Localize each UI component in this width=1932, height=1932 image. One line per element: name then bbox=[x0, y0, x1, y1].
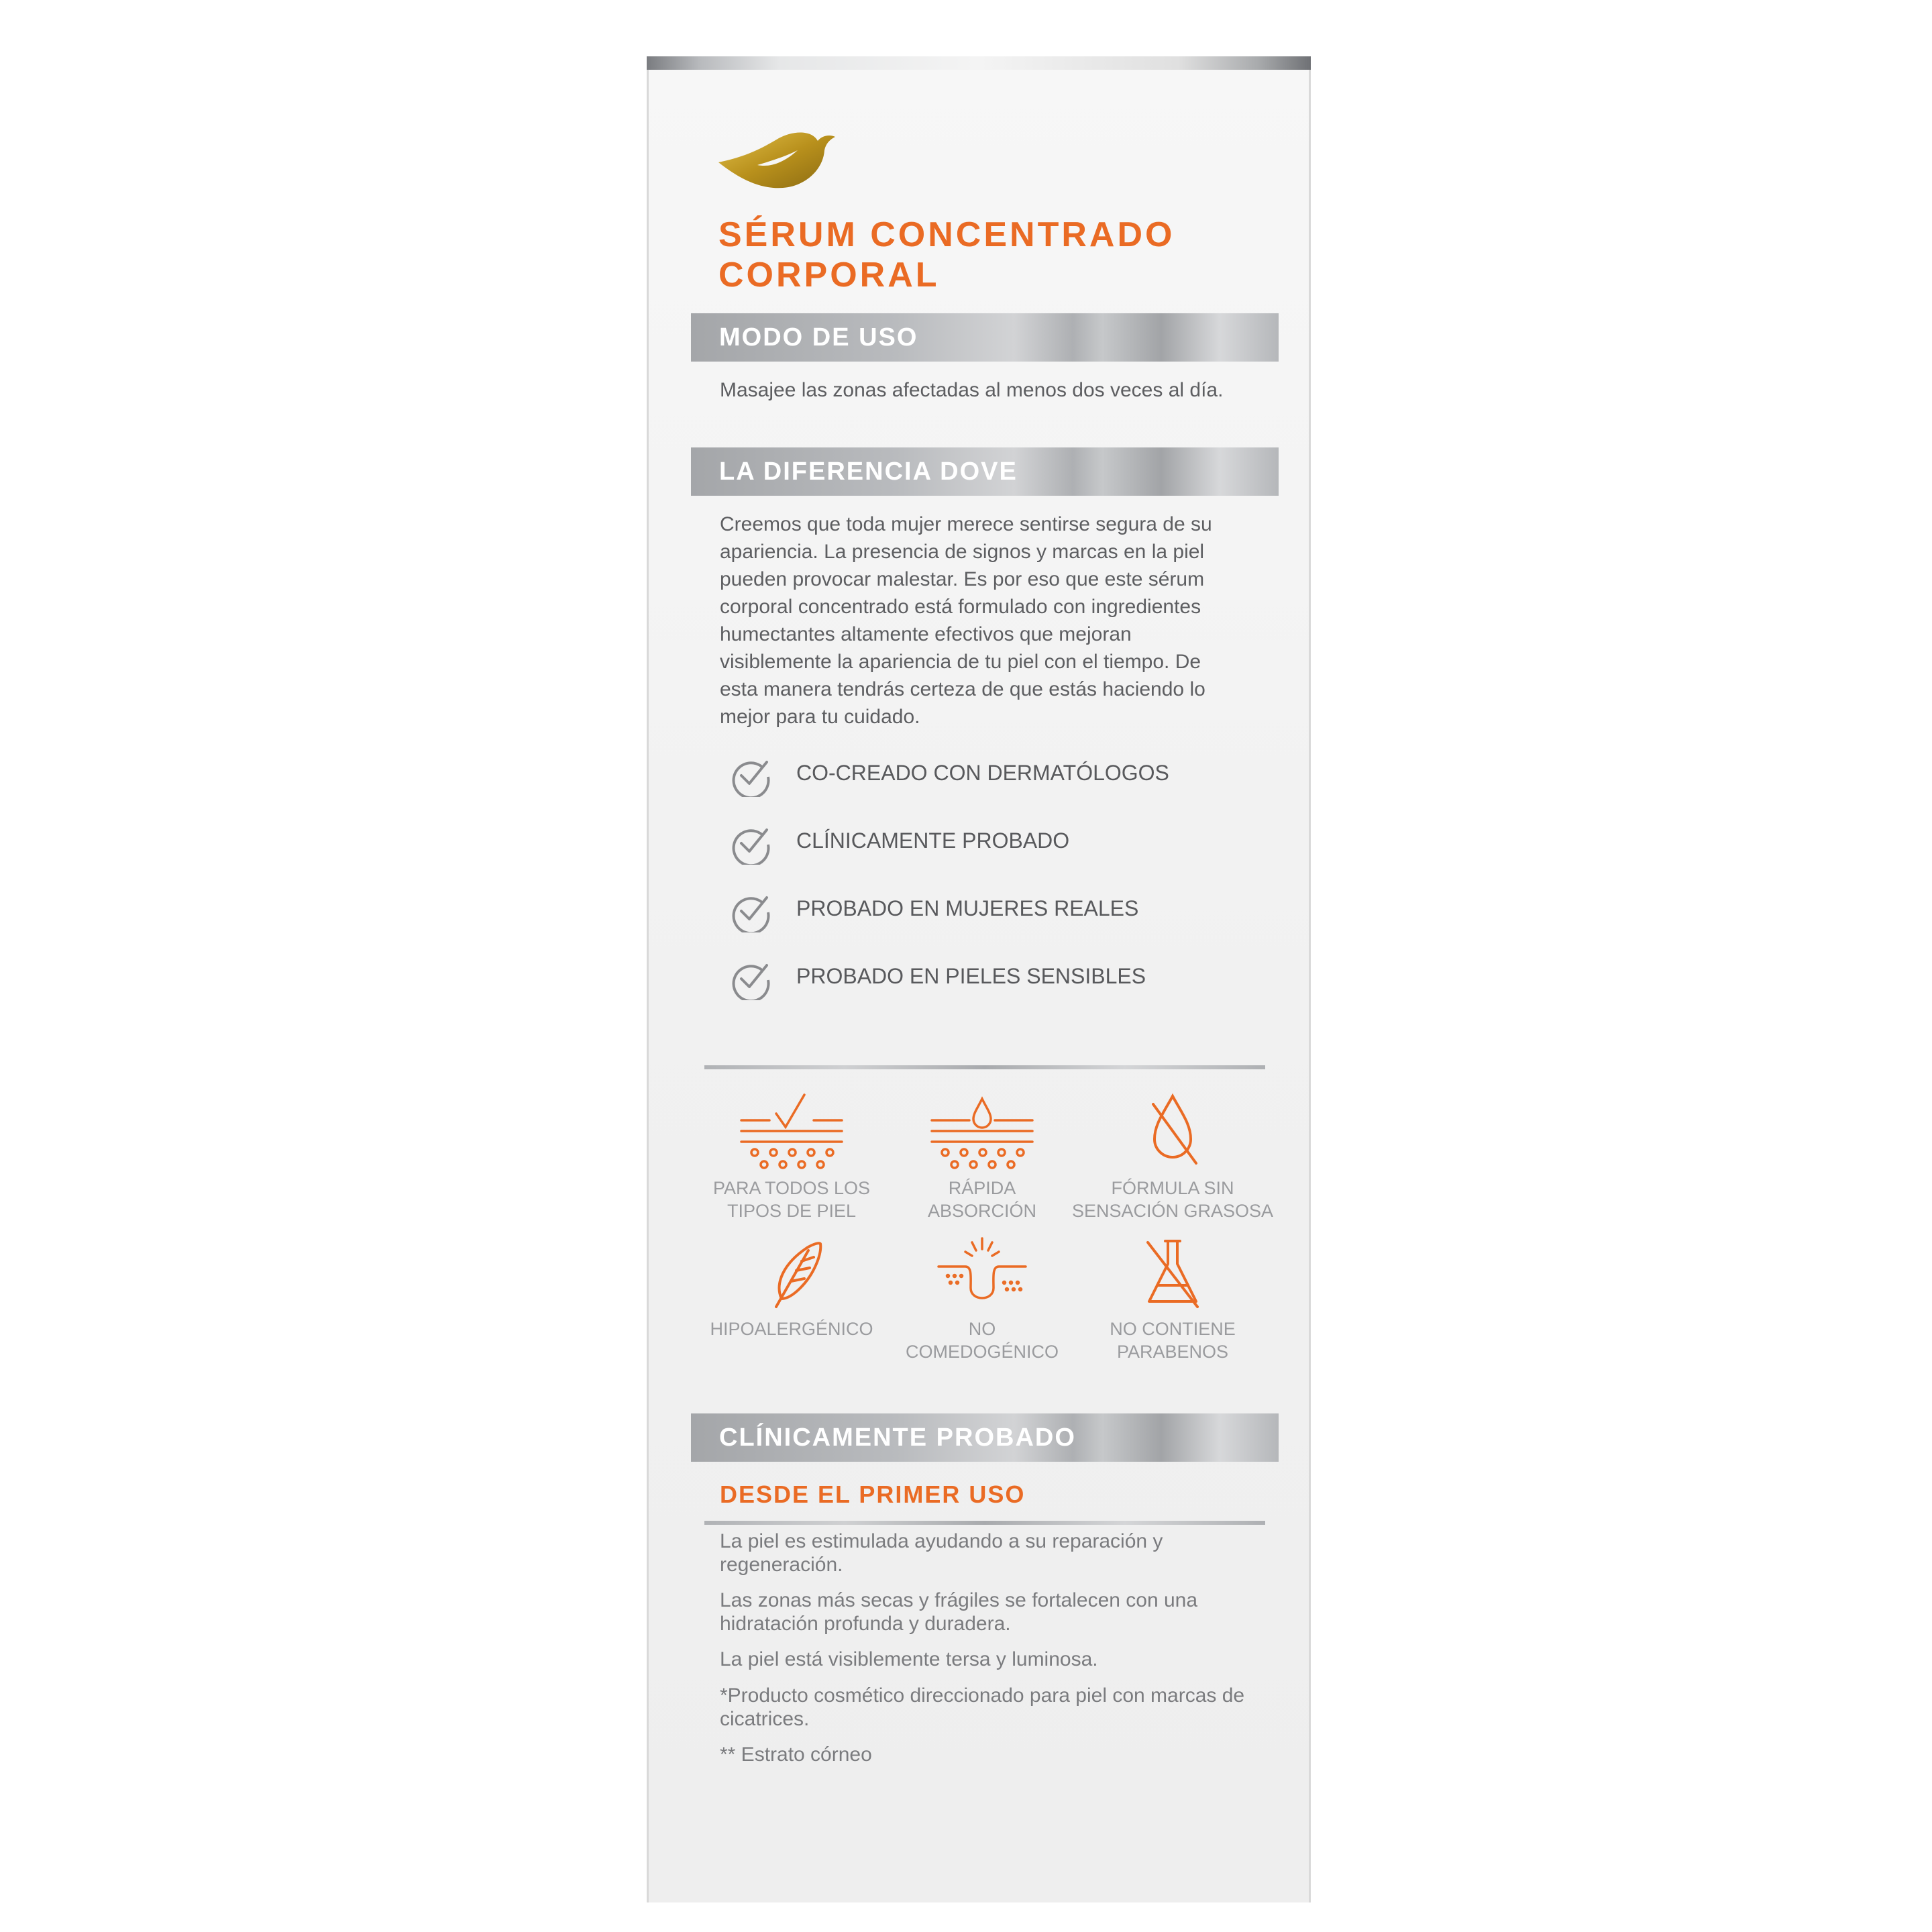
product-title-line1: SÉRUM CONCENTRADO bbox=[718, 215, 1175, 254]
feature-label-line1: NO CONTIENE bbox=[1110, 1319, 1236, 1339]
clinical-heading: CLÍNICAMENTE PROBADO bbox=[719, 1424, 1076, 1452]
feature-label-line2: PARABENOS bbox=[1116, 1342, 1229, 1362]
claim-item bbox=[729, 890, 1239, 932]
feature-label-line1: PARA TODOS LOS bbox=[712, 1178, 871, 1198]
feature-paraben-free bbox=[1069, 1237, 1277, 1363]
usage-heading-band bbox=[691, 313, 1279, 362]
check-circle-icon bbox=[729, 754, 772, 797]
feature-hypoallergenic bbox=[688, 1237, 896, 1340]
dove-logo-icon bbox=[717, 130, 837, 191]
check-circle-icon bbox=[729, 822, 772, 865]
check-circle-icon bbox=[729, 890, 772, 932]
feature-label-line2: SENSACIÓN GRASOSA bbox=[1071, 1201, 1274, 1221]
claim-label: PROBADO EN PIELES SENSIBLES bbox=[796, 964, 1146, 988]
feature-non-comedogenic bbox=[878, 1237, 1086, 1363]
divider bbox=[704, 1521, 1265, 1525]
clinical-paragraph: La piel está visiblemente tersa y luminosa. bbox=[720, 1648, 1098, 1670]
skin-check-icon bbox=[735, 1089, 849, 1170]
usage-text: Masajee las zonas afectadas al menos dos veces al día. bbox=[720, 379, 1224, 401]
claim-item bbox=[729, 957, 1239, 1000]
clinical-heading-band bbox=[691, 1413, 1279, 1462]
product-box bbox=[647, 56, 1311, 1902]
product-title-line2: CORPORAL bbox=[718, 256, 940, 294]
feature-label-line2: TIPOS DE PIEL bbox=[727, 1201, 857, 1221]
feature-all-skin-types bbox=[688, 1089, 896, 1222]
divider bbox=[704, 1065, 1265, 1069]
claim-item bbox=[729, 822, 1239, 865]
feature-label-line1: HIPOALERGÉNICO bbox=[710, 1319, 873, 1339]
no-oil-drop-icon bbox=[1116, 1089, 1230, 1170]
feature-label-line1: FÓRMULA SIN bbox=[1111, 1178, 1234, 1198]
check-circle-icon bbox=[729, 957, 772, 1000]
clinical-paragraph: Las zonas más secas y frágiles se fortalecen con una hidratación profunda y duradera. bbox=[720, 1589, 1198, 1635]
difference-heading: LA DIFERENCIA DOVE bbox=[719, 458, 1018, 486]
no-flask-icon bbox=[1116, 1237, 1230, 1311]
feature-non-greasy bbox=[1069, 1089, 1277, 1222]
feature-label-line1: NO bbox=[968, 1319, 996, 1339]
feature-label-line2: ABSORCIÓN bbox=[927, 1201, 1037, 1221]
difference-heading-band bbox=[691, 447, 1279, 496]
claim-item bbox=[729, 754, 1239, 797]
claim-label: PROBADO EN MUJERES REALES bbox=[796, 896, 1139, 920]
feature-fast-absorption bbox=[878, 1089, 1086, 1222]
box-top-edge bbox=[647, 56, 1311, 70]
skin-drop-icon bbox=[925, 1089, 1039, 1170]
clinical-paragraph: La piel es estimulada ayudando a su reparación y regeneración. bbox=[720, 1530, 1163, 1576]
claim-label: CO-CREADO CON DERMATÓLOGOS bbox=[796, 761, 1169, 785]
feather-icon bbox=[735, 1237, 849, 1311]
difference-text: Creemos que toda mujer merece sentirse segura de su apariencia. La presencia de signos y marcas en la piel pueden provocar malestar. Es por eso que este sérum corporal concentrado está formulado con ingredientes humectantes altamente efectivos que mejoran visiblemente la apariencia de tu piel con el tiempo. De esta manera tendrás certeza de que estás haciendo lo mejor para tu cuidado. bbox=[720, 513, 1212, 728]
clinical-subheading: DESDE EL PRIMER USO bbox=[720, 1481, 1026, 1508]
claim-label: CLÍNICAMENTE PROBADO bbox=[796, 828, 1070, 853]
clinical-paragraph: *Producto cosmético direccionado para piel con marcas de cicatrices. bbox=[720, 1684, 1245, 1730]
feature-label-line1: RÁPIDA bbox=[948, 1178, 1016, 1198]
pore-icon bbox=[925, 1237, 1039, 1311]
box-back-panel bbox=[647, 70, 1311, 1902]
feature-label-line2: COMEDOGÉNICO bbox=[905, 1342, 1059, 1362]
usage-heading: MODO DE USO bbox=[719, 323, 918, 352]
clinical-footnote: ** Estrato córneo bbox=[720, 1743, 872, 1766]
